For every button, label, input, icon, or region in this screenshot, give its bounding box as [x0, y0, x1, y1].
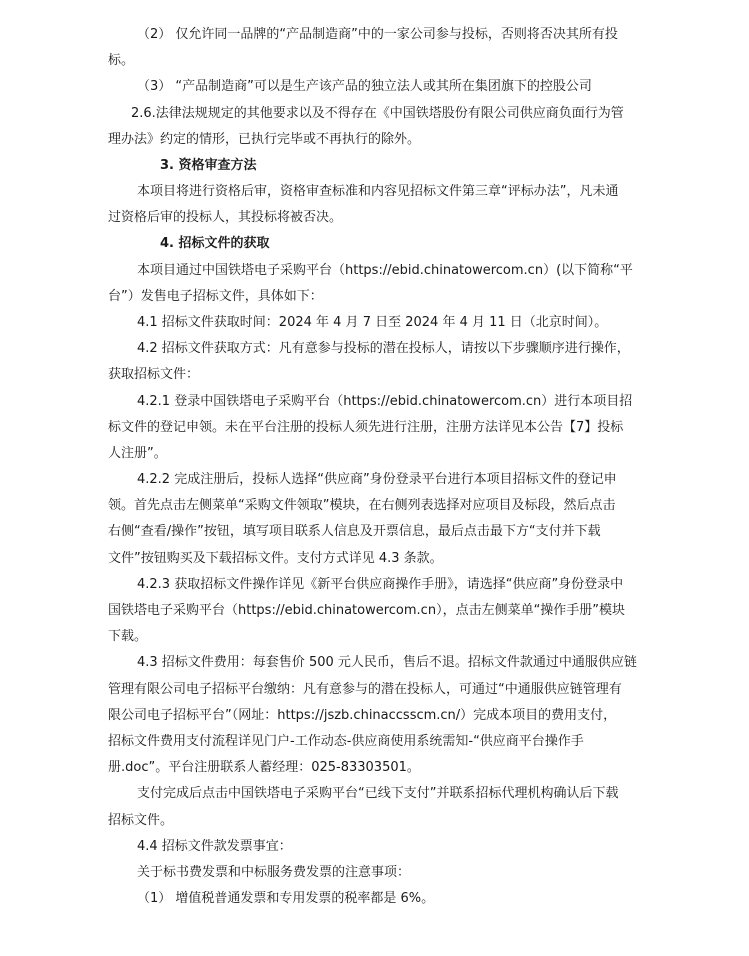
text-line: 台”）发售电子招标文件，具体如下： — [108, 289, 323, 304]
text-line: 4.2.3 获取招标文件操作详见《新平台供应商操作手册》，请选择“供应商”身份登录中 — [137, 577, 624, 592]
text-line: 本项目通过中国铁塔电子采购平台（https://ebid.chinatowercom.cn）(以下简称“平 — [137, 263, 633, 278]
text-line: 国铁塔电子采购平台（https://ebid.chinatowercom.cn），点击左侧菜单“操作手册”模块 — [108, 603, 626, 618]
text-line: 支付完成后点击中国铁塔电子采购平台“已线下支付”并联系招标代理机构确认后下载 — [137, 786, 619, 801]
text-line: 标文件的登记申领。未在平台注册的投标人须先进行注册，注册方法详见本公告【7】投标 — [108, 420, 624, 435]
section-heading: 4. 招标文件的获取 — [160, 236, 270, 251]
text-line: 过资格后审的投标人，其投标将被否决。 — [108, 210, 343, 225]
text-line: 4.1 招标文件获取时间：2024 年 4 月 7 日至 2024 年 4 月 11 日（北京时间）。 — [137, 315, 608, 330]
text-line: 4.4 招标文件款发票事宜： — [137, 839, 292, 854]
text-line: （1） 增值税普通发票和专用发票的税率都是 6%。 — [137, 891, 435, 906]
section-heading: 3. 资格审查方法 — [160, 158, 257, 173]
text-line: 文件”按钮购买及下载招标文件。支付方式详见 4.3 条款。 — [108, 551, 443, 566]
text-line: 限公司电子招标平台”（网址：https://jszb.chinaccsscm.cn/）完成本项目的费用支付， — [108, 708, 617, 723]
text-line: 人注册”。 — [108, 446, 167, 461]
text-line: 4.2.2 完成注册后，投标人选择“供应商”身份登录平台进行本项目招标文件的登记申 — [137, 472, 617, 487]
text-line: 理办法》约定的情形，已执行完毕或不再执行的除外。 — [108, 132, 421, 147]
text-line: 关于标书费发票和中标服务费发票的注意事项： — [137, 865, 411, 880]
text-line: 4.2.1 登录中国铁塔电子采购平台（https://ebid.chinatowercom.cn）进行本项目招 — [137, 394, 633, 409]
text-line: 下载。 — [108, 629, 148, 644]
text-line: 册.doc”。平台注册联系人蓄经理：025-83303501。 — [108, 760, 420, 775]
text-line: 领。首先点击左侧菜单“采购文件领取”模块，在右侧列表选择对应项目及标段，然后点击 — [108, 498, 616, 513]
text-line: 右侧“查看/操作”按钮，填写项目联系人信息及开票信息，最后点击最下方“支付并下载 — [108, 524, 601, 539]
text-line: 标。 — [108, 53, 135, 68]
text-line: 4.2 招标文件获取方式：凡有意参与投标的潜在投标人，请按以下步骤顺序进行操作， — [137, 341, 630, 356]
text-line: 4.3 招标文件费用：每套售价 500 元人民币，售后不退。招标文件款通过中通服供应链 — [137, 655, 637, 670]
text-line: （3） “产品制造商”可以是生产该产品的独立法人或其所在集团旗下的控股公司 — [137, 79, 592, 94]
text-line: 获取招标文件： — [108, 367, 200, 382]
text-line: 管理有限公司电子招标平台缴纳：凡有意参与的潜在投标人，可通过“中通服供应链管理有 — [108, 682, 622, 697]
text-line: 本项目将进行资格后审，资格审查标准和内容见招标文件第三章“评标办法”，凡未通 — [137, 184, 619, 199]
text-line: 2.6.法律法规规定的其他要求以及不得存在《中国铁塔股份有限公司供应商负面行为管 — [131, 106, 624, 121]
text-line: 招标文件费用支付流程详见门户-工作动态-供应商使用系统需知-“供应商平台操作手 — [108, 734, 584, 749]
text-line: （2） 仅允许同一品牌的“产品制造商”中的一家公司参与投标，否则将否决其所有投 — [137, 27, 618, 42]
text-line: 招标文件。 — [108, 813, 174, 828]
